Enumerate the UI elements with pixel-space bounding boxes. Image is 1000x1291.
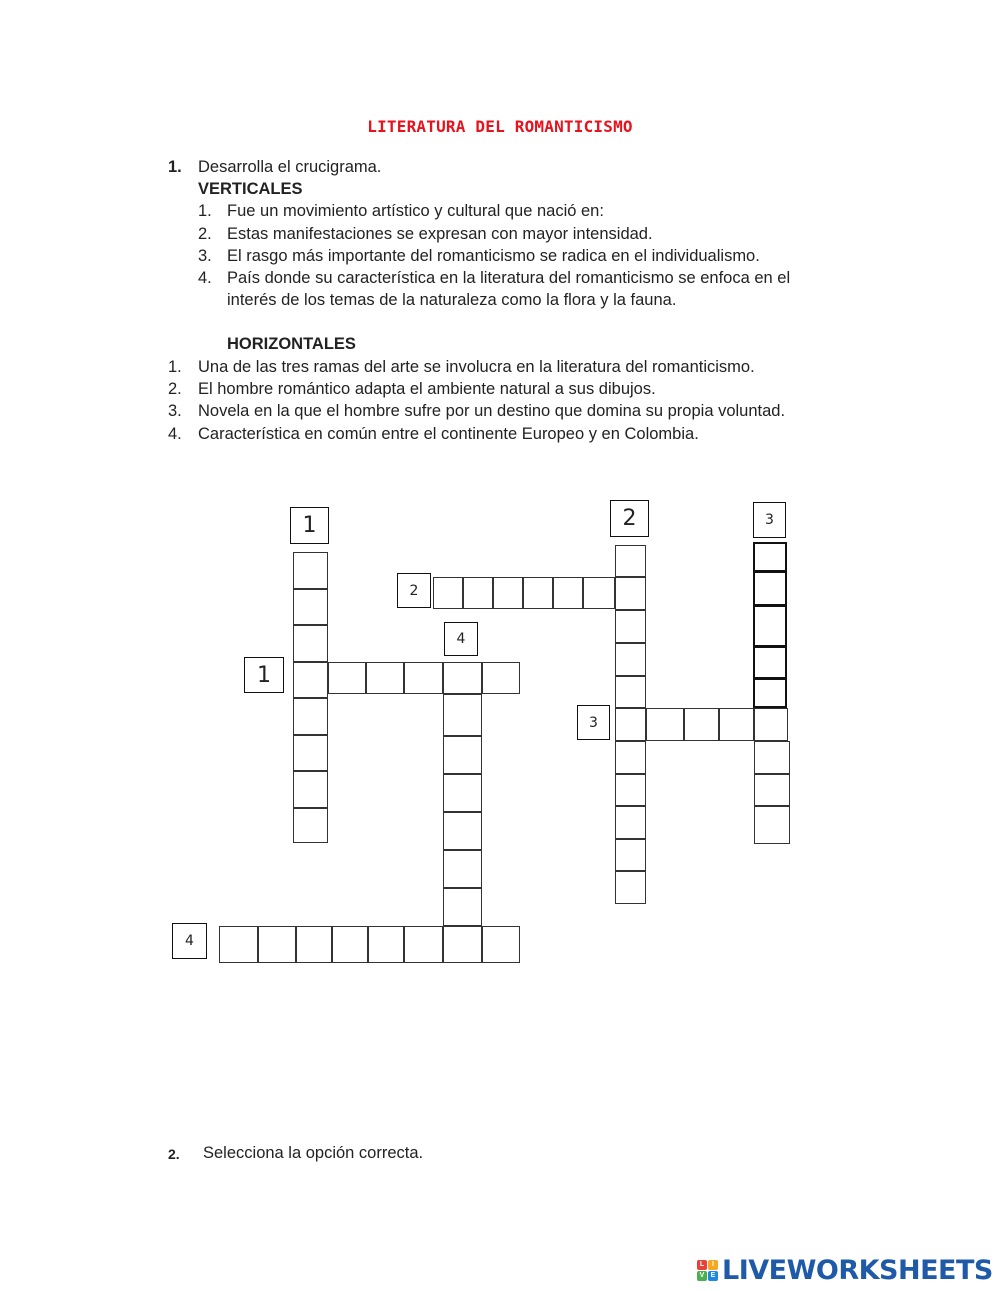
crossword-cell-v3[interactable] — [753, 571, 787, 606]
crossword-cell-v1-h1[interactable] — [293, 662, 328, 698]
logo-wordmark: LIVEWORKSHEETS — [722, 1254, 993, 1286]
label-vertical-1: 1 — [290, 507, 329, 544]
crossword-cell-v3[interactable] — [754, 741, 790, 774]
crossword-cell-v2[interactable] — [615, 774, 646, 806]
crossword-cell-h4[interactable] — [404, 926, 443, 963]
horizontal-clue-1: Una de las tres ramas del arte se involucra en la literatura del romanticismo. — [198, 358, 755, 376]
clue-number: 2. — [168, 380, 182, 398]
crossword-cell-v4[interactable] — [443, 812, 482, 850]
crossword-cell-h2[interactable] — [583, 577, 615, 609]
crossword-cell-h1[interactable] — [328, 662, 366, 694]
horizontal-clue-2: El hombre romántico adapta el ambiente natural a sus dibujos. — [198, 380, 656, 398]
vertical-clue-1: Fue un movimiento artístico y cultural que nació en: — [227, 202, 604, 220]
crossword-cell-h2[interactable] — [433, 577, 463, 609]
horizontales-heading: HORIZONTALES — [227, 335, 356, 353]
crossword-cell-v3[interactable] — [754, 774, 790, 806]
crossword-cell-v4[interactable] — [443, 774, 482, 812]
crossword-cell-h3[interactable] — [684, 708, 719, 741]
crossword-cell-h2[interactable] — [493, 577, 523, 609]
crossword-cell-h1[interactable] — [482, 662, 520, 694]
clue-number: 1. — [168, 358, 182, 376]
crossword-cell-v2[interactable] — [615, 676, 646, 708]
crossword-cell-v4[interactable] — [443, 850, 482, 888]
crossword-cell-v2-h2[interactable] — [615, 577, 646, 610]
crossword-cell-v2[interactable] — [615, 839, 646, 871]
crossword-cell-v2[interactable] — [615, 741, 646, 774]
crossword-cell-v4[interactable] — [443, 888, 482, 926]
crossword-cell-h4-v4[interactable] — [443, 926, 482, 963]
crossword-cell-h4[interactable] — [368, 926, 404, 963]
question-2-instruction: Selecciona la opción correcta. — [203, 1144, 424, 1162]
crossword-cell-v1[interactable] — [293, 625, 328, 662]
crossword-cell-v1[interactable] — [293, 808, 328, 843]
crossword-cell-h3[interactable] — [719, 708, 754, 741]
clue-number: 2. — [198, 225, 212, 243]
vertical-clue-4-continued: interés de los temas de la naturaleza como la flora y la fauna. — [227, 291, 677, 309]
crossword-cell-v2[interactable] — [615, 545, 646, 577]
crossword-cell-v2[interactable] — [615, 806, 646, 839]
logo-letter: L — [697, 1260, 707, 1270]
crossword-cell-v3[interactable] — [754, 806, 790, 844]
vertical-clue-3: El rasgo más importante del romanticismo se radica en el individualismo. — [227, 247, 760, 265]
crossword-cell-h4[interactable] — [332, 926, 368, 963]
crossword-cell-h1-v4[interactable] — [443, 662, 482, 694]
label-vertical-2: 2 — [610, 500, 649, 537]
label-vertical-3: 3 — [753, 502, 786, 538]
crossword-cell-v4[interactable] — [443, 694, 482, 736]
crossword-cell-v1[interactable] — [293, 735, 328, 771]
label-horizontal-1: 1 — [244, 657, 284, 693]
question-2-number: 2. — [168, 1146, 180, 1162]
logo-letter: V — [697, 1271, 707, 1281]
crossword-cell-v2[interactable] — [615, 871, 646, 904]
page-title: LITERATURA DEL ROMANTICISMO — [367, 117, 633, 136]
crossword-cell-v2[interactable] — [615, 610, 646, 643]
vertical-clue-4: País donde su característica en la literatura del romanticismo se enfoca en el — [227, 269, 791, 287]
clue-number: 4. — [168, 425, 182, 443]
crossword-cell-v1[interactable] — [293, 589, 328, 625]
label-horizontal-3: 3 — [577, 705, 610, 740]
logo-letter: I — [708, 1260, 718, 1270]
label-horizontal-2: 2 — [397, 573, 431, 608]
crossword-cell-v2[interactable] — [615, 643, 646, 676]
question-1-number: 1. — [168, 158, 182, 176]
question-1-instruction: Desarrolla el crucigrama. — [198, 158, 382, 176]
label-vertical-4: 4 — [444, 622, 478, 656]
crossword-cell-v3[interactable] — [753, 542, 787, 572]
clue-number: 4. — [198, 269, 212, 287]
crossword-cell-h2[interactable] — [553, 577, 583, 609]
crossword-cell-h2[interactable] — [463, 577, 493, 609]
label-horizontal-4: 4 — [172, 923, 207, 959]
crossword-cell-h2[interactable] — [523, 577, 553, 609]
crossword-cell-h3[interactable] — [646, 708, 684, 741]
crossword-cell-h4[interactable] — [296, 926, 332, 963]
crossword-cell-v3[interactable] — [753, 605, 787, 647]
crossword-cell-h1[interactable] — [404, 662, 443, 694]
verticales-heading: VERTICALES — [198, 180, 303, 198]
clue-number: 1. — [198, 202, 212, 220]
crossword-cell-v3[interactable] — [753, 646, 787, 679]
crossword-cell-h4[interactable] — [482, 926, 520, 963]
crossword-cell-v1[interactable] — [293, 771, 328, 808]
clue-number: 3. — [168, 402, 182, 420]
vertical-clue-2: Estas manifestaciones se expresan con mayor intensidad. — [227, 225, 653, 243]
liveworksheets-logo — [697, 1255, 993, 1285]
logo-letter: E — [708, 1271, 718, 1281]
crossword-cell-v2-h3[interactable] — [615, 708, 646, 741]
crossword-cell-v1[interactable] — [293, 698, 328, 735]
crossword-cell-v1[interactable] — [293, 552, 328, 589]
horizontal-clue-3: Novela en la que el hombre sufre por un destino que domina su propia voluntad. — [198, 402, 786, 420]
crossword-cell-h4[interactable] — [258, 926, 296, 963]
crossword-cell-h1[interactable] — [366, 662, 404, 694]
crossword-cell-v3[interactable] — [753, 678, 787, 708]
crossword-cell-h4[interactable] — [219, 926, 258, 963]
clue-number: 3. — [198, 247, 212, 265]
crossword-cell-v4[interactable] — [443, 736, 482, 774]
horizontal-clue-4: Característica en común entre el continente Europeo y en Colombia. — [198, 425, 699, 443]
logo-blocks-icon — [697, 1260, 718, 1281]
crossword-cell-h3-v3[interactable] — [754, 708, 788, 741]
